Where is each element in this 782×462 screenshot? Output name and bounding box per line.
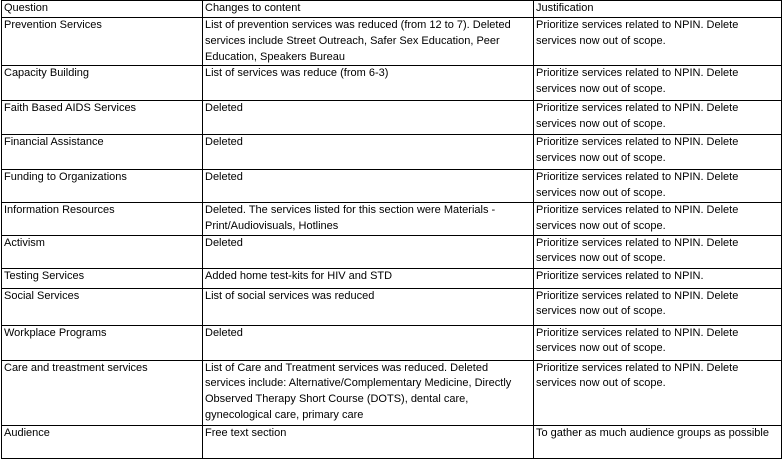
table-row [2, 325, 782, 360]
table-row [2, 170, 782, 203]
question-cell: Faith Based AIDS Services [2, 101, 203, 135]
question-cell: Financial Assistance [2, 135, 203, 170]
question-cell: Capacity Building [2, 66, 203, 101]
question-cell: Care and treastment services [2, 360, 203, 425]
justification-cell: To gather as much audience groups as possible [534, 425, 782, 458]
question-cell: Prevention Services [2, 18, 203, 66]
changes-cell: List of social services was reduced [203, 288, 534, 325]
header-changes: Changes to content [203, 1, 534, 18]
changes-cell: Deleted [203, 135, 534, 170]
changes-cell: Deleted [203, 170, 534, 203]
justification-cell: Prioritize services related to NPIN. Delete services now out of scope. [534, 101, 782, 135]
justification-cell: Prioritize services related to NPIN. Delete services now out of scope. [534, 360, 782, 425]
question-cell: Audience [2, 425, 203, 458]
table-row [2, 288, 782, 325]
changes-cell: Deleted [203, 325, 534, 360]
table-row [2, 360, 782, 425]
justification-cell: Prioritize services related to NPIN. Delete services now out of scope. [534, 288, 782, 325]
table-row [2, 135, 782, 170]
justification-cell: Prioritize services related to NPIN. [534, 268, 782, 288]
justification-cell: Prioritize services related to NPIN. Delete services now out of scope. [534, 18, 782, 66]
table-row [2, 202, 782, 235]
header-row [2, 1, 782, 18]
changes-cell: Deleted [203, 235, 534, 268]
header-justification: Justification [534, 1, 782, 18]
changes-cell: Deleted. The services listed for this section were Materials - Print/Audiovisuals, Hotlines [203, 202, 534, 235]
justification-cell: Prioritize services related to NPIN. Delete services now out of scope. [534, 170, 782, 203]
table-row [2, 425, 782, 458]
changes-cell: Deleted [203, 101, 534, 135]
table-row [2, 66, 782, 101]
table-row [2, 18, 782, 66]
changes-cell: Added home test-kits for HIV and STD [203, 268, 534, 288]
question-cell: Workplace Programs [2, 325, 203, 360]
question-cell: Information Resources [2, 202, 203, 235]
table-row [2, 101, 782, 135]
changes-cell: List of Care and Treatment services was reduced. Deleted services include: Alternative/Complementary Medicine, Directly Observed Therapy Short Course (DOTS), dental care, gynecological care, primary care [203, 360, 534, 425]
justification-cell: Prioritize services related to NPIN. Delete services now out of scope. [534, 235, 782, 268]
justification-cell: Prioritize services related to NPIN. Delete services now out of scope. [534, 325, 782, 360]
justification-cell: Prioritize services related to NPIN. Delete services now out of scope. [534, 202, 782, 235]
table-row [2, 235, 782, 268]
justification-cell: Prioritize services related to NPIN. Delete services now out of scope. [534, 135, 782, 170]
changes-cell: List of prevention services was reduced (from 12 to 7). Deleted services include Street Outreach, Safer Sex Education, Peer Education, Speakers Bureau [203, 18, 534, 66]
header-question: Question [2, 1, 203, 18]
question-cell: Social Services [2, 288, 203, 325]
changes-table [1, 0, 782, 459]
question-cell: Activism [2, 235, 203, 268]
question-cell: Testing Services [2, 268, 203, 288]
justification-cell: Prioritize services related to NPIN. Delete services now out of scope. [534, 66, 782, 101]
changes-cell: List of services was reduce (from 6-3) [203, 66, 534, 101]
changes-cell: Free text section [203, 425, 534, 458]
question-cell: Funding to Organizations [2, 170, 203, 203]
table-row [2, 268, 782, 288]
